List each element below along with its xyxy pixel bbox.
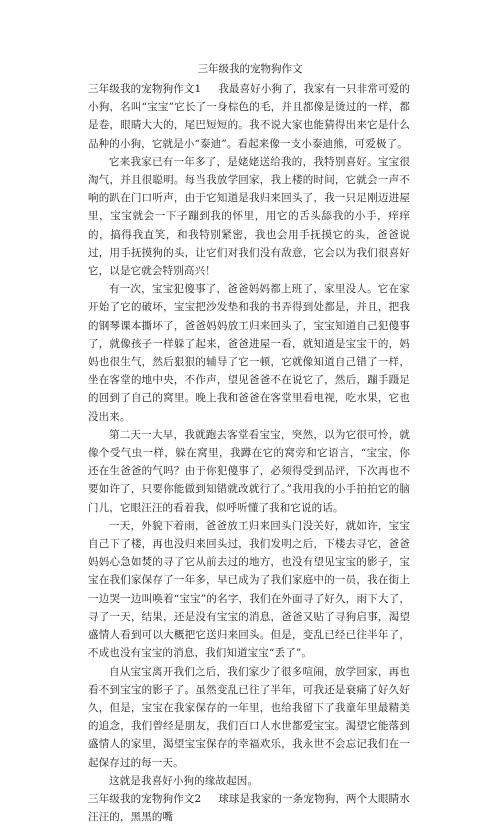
paragraph-1 <box>88 80 410 153</box>
paragraph-6: 自从宝宝离开我们之后，我们家少了很多喧闹，放学回家，再也看不到宝宝的影子了。虽然变乱已往了半年，可我还是衰痛了好久好久，但是，宝宝在我家保存的一年里，也给我留下了我童年里最精美的追念，我们曾经是朋友，我们百口人水世都爱宝宝。渴望它能落到盛情人的家里，渴望宝宝保存的幸福欢乐，我永世不会忘记我们在一起保存过的每一天。 <box>88 665 410 769</box>
paragraph-8 <box>88 790 410 826</box>
paragraph-2: 它来我家已有一年多了，是姥姥送给我的，我特别喜好。宝宝很淘气，并且很聪明。每当我放学回家，我上楼的时间，它就会一声不响的趴在门口听声，由于它知道是我归来回头了，我一只足刚迈进屋里，宝宝就会一下子蹦到我的怀里，用它的舌头舔我的小手，痒痒的，搞得我直笑，和我特别紧密，我也会用手抚摸它的头，爸爸说过，用手抚摸狗的头，让它们对我们没有敌意，它会以为我们很喜好它，以是它就会特别高兴！ <box>88 155 410 278</box>
document-title: 三年级我的宠物狗作文 <box>197 63 303 75</box>
paragraph-text: 我最喜好小狗了，我家有一只非常可爱的小狗，名叫“宝宝”它长了一身棕色的毛，并且都像是烫过的一样，都是卷，眼睛大大的，尾巴短短的。我不说大家也能猜得出来它是什么品种的小狗，它就是小“泰迪”。看起来像一支小泰迪熊，可爱极了。 <box>88 83 410 150</box>
section-heading-2: 三年级我的宠物狗作文2 <box>88 792 202 805</box>
paragraph-3: 有一次，宝宝犯傻事了，爸爸妈妈都上班了，家里没人。它在家开始了它的破坏，宝宝把沙发垫和我的书弄得到处都是，并且，把我的钢琴课本撕坏了，爸爸妈妈放工归来回头了，宝宝知道自己犯傻事了，就像孩子一样躲了起来，爸爸进屋一看，就知道是宝宝干的，妈妈也很生气，然后狠狠的辅导了它一顿，它就像知道自己错了一样，坐在客堂的地中央，不作声，望见爸爸不在说它了，然后，蹦手蹑足的回到了自己的窝里。晚上我和爸爸在客堂里看电视，吃水果，它也没出来。 <box>88 283 410 423</box>
document-body <box>88 80 410 826</box>
paragraph-text: 球球是我家的一条宠物狗，两个大眼睛水汪汪的，黑黑的嘴 <box>88 792 410 824</box>
paragraph-5: 一天，外貌下着雨，爸爸放工归来回头门没关好，就如许，宝宝自己下了楼，再也没归来回头过，我们发明之后，下楼去寻它，爸爸 妈妈心急如焚的寻了它从前去过的地方，也没有望见宝宝的影子，宝宝在我们家保存了一年多，早已成为了我们家庭中的一员，我在街上一边哭一边叫唤着“宝宝”的名字，我们在外面寻了好久，雨下大了，寻了一天，结果，还是没有宝宝的消息，爸爸又贴了寻狗启事，渴望盛情人看到可以大概把它送归来回头。但是，变乱已经已往半年了，不成也没有宝宝的消息，我们知道宝宝“丢了”。 <box>88 519 410 660</box>
paragraph-4: 第二天一大早，我就跑去客堂看宝宝，突然，以为它很可怜，就像个受气虫一样，躲在窝里，我蹲在它的窝旁和它语言，“宝宝，你还在生爸爸的气吗？由于你犯傻事了，必须得受到品评，下次再也不要如许了，只要你能做到知错就改就行了。”我用我的小手拍拍它的脑门儿，它眼汪汪的看着我，似呼听懂了我和它说的话。 <box>88 428 410 514</box>
section-heading-1: 三年级我的宠物狗作文1 <box>88 83 202 95</box>
paragraph-7: 这就是我喜好小狗的缘故起因。 <box>109 774 259 787</box>
